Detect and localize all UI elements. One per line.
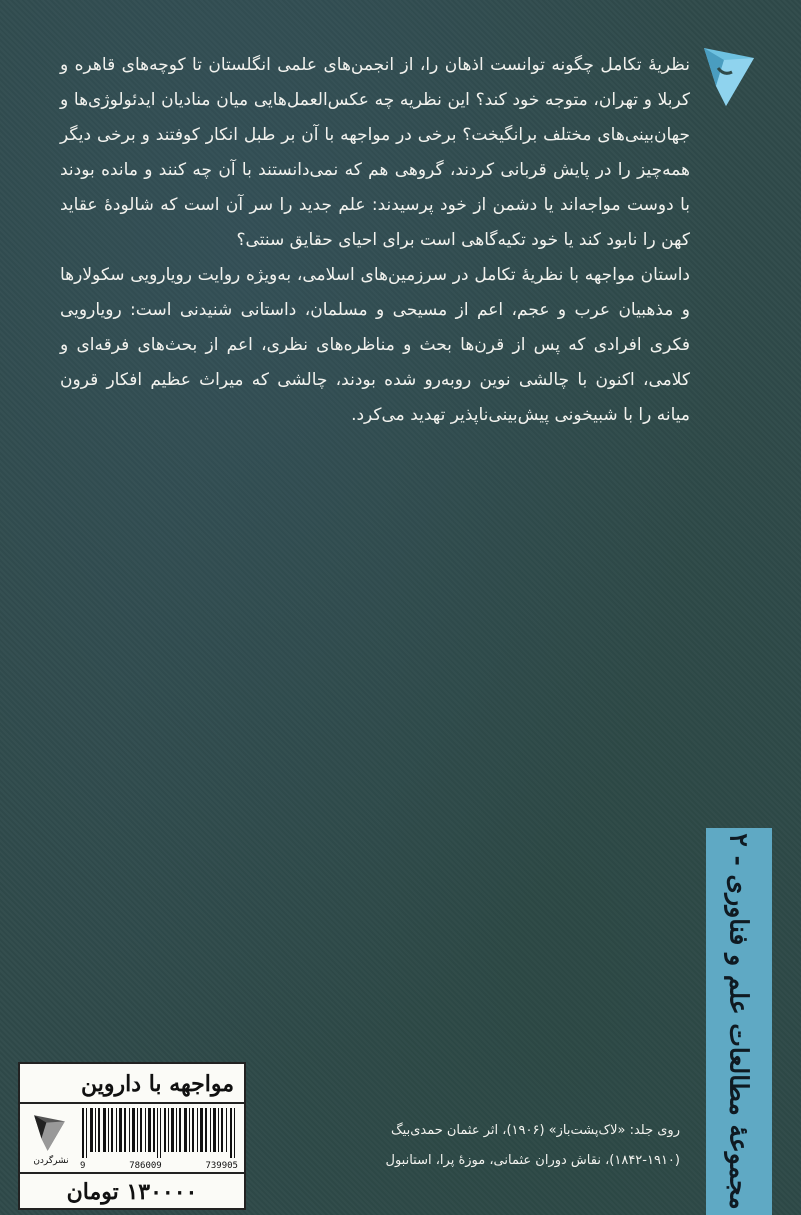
barcode-digits [80,1160,238,1172]
barcode-digit-group: 9 [80,1161,86,1171]
barcode-icon [80,1108,238,1158]
publisher-logo-icon [28,1114,66,1152]
blurb-paragraph-1: نظریهٔ تکامل چگونه توانست اذهان را، از انجمن‌های علمی انگلستان تا کوچه‌های قاهره و کربلا و تهران، متوجه خود کند؟ این نظریه چه عکس‌العمل‌هایی میان منادیان ایدئولوژی‌ها و جهان‌بینی‌های مختلف برانگیخت؟ برخی در مواجهه با آن بر طبل انکار کوفتند و برخی دیگر همه‌چیز را در پایش قربانی کردند، گروهی هم که نمی‌دانستند با آن چه کنند و مانده بودند با دوست مواجه‌اند یا دشمن از خود پرسیدند: علم جدید را سر آن است که شالودهٔ عقاید کهن را نابود کند یا خود تکیه‌گاهی است برای احیای حقایق سنتی؟ [60,55,690,250]
series-label: مجموعهٔ مطالعات علم و فناوری - ۲ [724,833,754,1210]
sticker-price: ۱۳۰۰۰۰ تومان [20,1172,244,1210]
series-strip [706,828,772,1215]
blurb-paragraph-2: داستان مواجهه با نظریهٔ تکامل در سرزمین‌های اسلامی، به‌ویژه روایت رویارویی سکولارها و مذهبیان عرب و عجم، اعم از مسیحی و مسلمان، داستانی شنیدنی است: رویارویی فکری افرادی که پس از قرن‌ها بحث و مناظره‌های نظری، اعم از بحث‌های فرقه‌ای و کلامی، اکنون با چالشی نوین روبه‌رو شده بودند، چالشی که میراث عظیم افکار قرون میانه را با شبیخونی پیش‌بینی‌ناپذیر تهدید می‌کرد. [60,265,690,425]
cover-credit-line-1: روی جلد: «لاک‌پشت‌باز» (۱۹۰۶)، اثر عثمان حمدی‌بیگ [391,1123,680,1138]
barcode-digit-group: 739905 [205,1161,238,1171]
sticker-publisher: نشرگردن [33,1156,69,1166]
sticker-book-title: مواجهه با داروین [20,1066,244,1104]
price-sticker [18,1062,246,1210]
publisher-logo-icon [694,46,756,108]
barcode-digit-group: 786009 [129,1161,162,1171]
back-cover-blurb [60,48,690,433]
cover-credit [285,1116,680,1176]
cover-credit-line-2: (۱۸۴۲-۱۹۱۰)، نقاش دوران عثمانی، موزهٔ پرا، استانبول [385,1153,680,1168]
